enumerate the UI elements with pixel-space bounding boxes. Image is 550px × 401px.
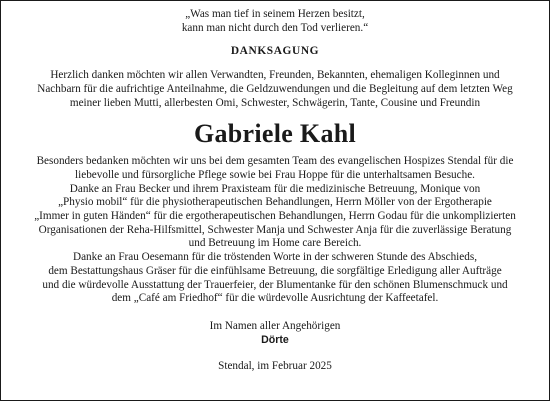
memorial-quote: [65, 8, 485, 35]
deceased-name: Gabriele Kahl: [193, 119, 357, 149]
text-line: dem „Café am Friedhof“ für die würdevolle Ausrichtung der Kaffeetafel.: [111, 292, 439, 305]
on-behalf-line: Im Namen aller Angehörigen: [209, 319, 341, 332]
text-line: Danke an Frau Oesemann für die tröstenden Worte in der schweren Stunde des Abschieds,: [72, 251, 477, 264]
thanks-paragraph: [10, 155, 540, 306]
text-line: „Immer in guten Händen“ für die ergotherapeutischen Behandlungen, Herrn Godau für die unkomplizierten: [34, 210, 516, 223]
text-line: liebevolle und fürsorgliche Pflege sowie bei Frau Hoppe für die unterhaltsamen Besuche.: [75, 168, 475, 181]
text-line: meiner lieben Mutti, allerbesten Omi, Schwester, Schwägerin, Tante, Cousine und Freundin: [69, 96, 481, 109]
text-line: Organisationen der Reha-Hilfsmittel, Schwester Manja und Schwester Anja für die zuverlässige Beratung: [38, 223, 512, 236]
intro-paragraph: [15, 69, 535, 110]
signer-name: Dörte: [261, 333, 289, 346]
text-line: dem Bestattungshaus Gräser für die einfühlsame Betreuung, die sorgfältige Erledigung aller Aufträge: [48, 264, 502, 277]
quote-line: kann man nicht durch den Tod verlieren.“: [181, 21, 369, 34]
closing-block: [1, 320, 549, 347]
text-line: Besonders bedanken möchten wir uns bei dem gesamten Team des evangelischen Hospizes Stendal für die: [36, 155, 514, 168]
quote-line: „Was man tief in seinem Herzen besitzt,: [185, 8, 365, 20]
notice-heading: DANKSAGUNG: [230, 45, 320, 58]
text-line: Herzlich danken möchten wir allen Verwandten, Freunden, Bekannten, ehemaligen Kolleginnen und: [50, 69, 500, 82]
place-date: Stendal, im Februar 2025: [218, 360, 332, 373]
text-line: „Physio mobil“ für die physiotherapeutischen Behandlungen, Herrn Möller von der Ergotherapie: [58, 196, 492, 209]
text-line: und die würdevolle Ausstattung der Trauerfeier, der Blumentanke für den schönen Blumenschmuck und: [42, 278, 508, 291]
text-line: und Betreuung im Home care Bereich.: [188, 237, 362, 250]
text-line: Danke an Frau Becker und ihrem Praxisteam für die medizinische Betreuung, Monique von: [69, 182, 481, 195]
text-line: Nachbarn für die aufrichtige Anteilnahme, die Geldzuwendungen und die Begleitung auf dem letzten Weg: [37, 82, 513, 95]
